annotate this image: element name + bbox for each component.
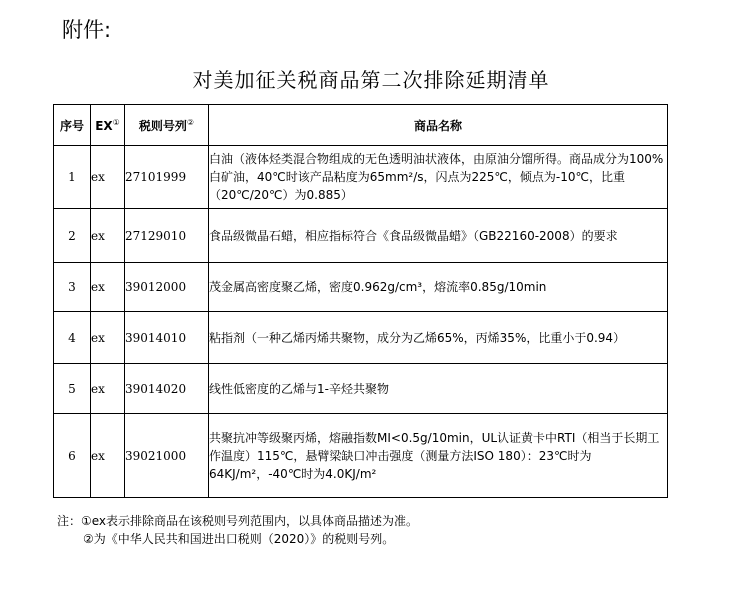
cell-product-name: 茂金属高密度聚乙烯，密度0.962g/cm³，熔流率0.85g/10min xyxy=(209,263,668,312)
cell-tariff-code: 27101999 xyxy=(125,146,209,209)
attachment-label: 附件: xyxy=(62,18,112,42)
cell-serial-no: 1 xyxy=(54,146,91,209)
cell-ex: ex xyxy=(91,146,125,209)
cell-tariff-code: 39014020 xyxy=(125,364,209,414)
cell-product-name: 白油（液体烃类混合物组成的无色透明油状液体，由原油分馏所得。商品成分为100%白矿油，40℃时该产品粘度为65mm²/s，闪点为225℃，倾点为-10℃，比重（20℃/20℃）为0.885） xyxy=(209,146,668,209)
cell-tariff-code: 39021000 xyxy=(125,414,209,498)
cell-product-name: 线性低密度的乙烯与1-辛烃共聚物 xyxy=(209,364,668,414)
cell-tariff-code: 39014010 xyxy=(125,312,209,364)
table-header-row xyxy=(54,105,668,146)
cell-ex: ex xyxy=(91,263,125,312)
footnotes xyxy=(57,512,418,548)
cell-product-name: 食品级微晶石蜡，相应指标符合《食品级微晶蜡》（GB22160-2008）的要求 xyxy=(209,209,668,263)
cell-serial-no: 5 xyxy=(54,364,91,414)
cell-ex: ex xyxy=(91,364,125,414)
table-row xyxy=(54,209,668,263)
footnote-ref-1: ① xyxy=(112,117,120,127)
footnote-2: ②为《中华人民共和国进出口税则（2020）》的税则号列。 xyxy=(83,532,395,546)
header-ex: EX① xyxy=(91,105,125,146)
table-row xyxy=(54,146,668,209)
header-tariff-code: 税则号列② xyxy=(125,105,209,146)
document-title: 对美加征关税商品第二次排除延期清单 xyxy=(192,68,550,92)
footnote-ref-2: ② xyxy=(186,117,195,127)
table-row xyxy=(54,414,668,498)
table-row xyxy=(54,364,668,414)
cell-ex: ex xyxy=(91,209,125,263)
footnote-1: 注：①ex表示排除商品在该税则号列范围内，以具体商品描述为准。 xyxy=(57,514,419,528)
cell-tariff-code: 27129010 xyxy=(125,209,209,263)
header-product-name: 商品名称 xyxy=(209,105,668,146)
cell-ex: ex xyxy=(91,312,125,364)
cell-serial-no: 6 xyxy=(54,414,91,498)
cell-serial-no: 3 xyxy=(54,263,91,312)
cell-serial-no: 4 xyxy=(54,312,91,364)
cell-ex: ex xyxy=(91,414,125,498)
cell-tariff-code: 39012000 xyxy=(125,263,209,312)
header-serial-no: 序号 xyxy=(54,105,91,146)
cell-product-name: 共聚抗冲等级聚丙烯，熔融指数MI<0.5g/10min，UL认证黄卡中RTI（相当于长期工作温度）115℃，悬臂梁缺口冲击强度（测量方法ISO 180）：23℃时为64KJ/m²，-40℃时为4.0KJ/m² xyxy=(209,414,668,498)
exclusion-list-table xyxy=(53,104,668,498)
cell-product-name: 粘指剂（一种乙烯丙烯共聚物，成分为乙烯65%，丙烯35%，比重小于0.94） xyxy=(209,312,668,364)
cell-serial-no: 2 xyxy=(54,209,91,263)
table-row xyxy=(54,312,668,364)
table-row xyxy=(54,263,668,312)
